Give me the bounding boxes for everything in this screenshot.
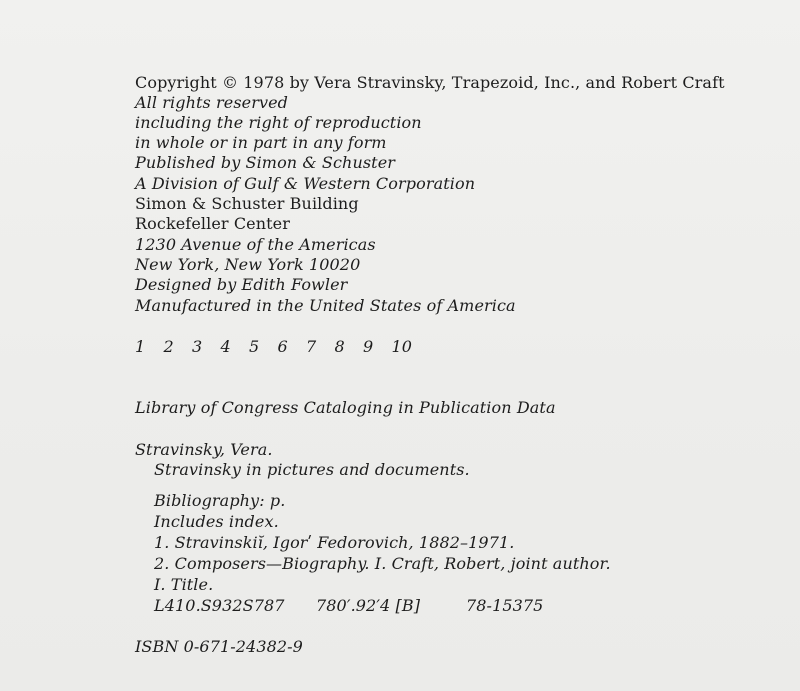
- cip-heading: Library of Congress Cataloging in Publication Data: [135, 398, 556, 417]
- address-line: 1230 Avenue of the Americas: [135, 235, 376, 254]
- cip-title-entry: I. Title.: [154, 575, 214, 594]
- cip-dewey: 780′.92′4 [B]: [316, 596, 421, 615]
- publisher-line: A Division of Gulf & Western Corporation: [135, 174, 476, 193]
- printing-number: 3: [192, 337, 203, 356]
- printing-number: 8: [334, 337, 345, 356]
- printing-number: 4: [220, 337, 231, 356]
- cip-lccn: 78-15375: [466, 596, 544, 615]
- address-line: New York, New York 10020: [135, 255, 361, 274]
- printing-number: 1: [135, 337, 146, 356]
- address-line: Simon & Schuster Building: [135, 194, 359, 213]
- isbn: ISBN 0-671-24382-9: [135, 637, 303, 656]
- publisher-line: Published by Simon & Schuster: [135, 153, 396, 172]
- designer-line: Designed by Edith Fowler: [135, 275, 348, 294]
- printing-number: 5: [249, 337, 260, 356]
- rights-line: including the right of reproduction: [135, 113, 422, 132]
- cip-title: Stravinsky in pictures and documents.: [154, 460, 470, 479]
- cip-subject: 1. Stravinskiĭ, Igorʹ Fedorovich, 1882–1971.: [154, 533, 515, 552]
- copyright-line: Copyright © 1978 by Vera Stravinsky, Trapezoid, Inc., and Robert Craft: [135, 73, 725, 92]
- cip-classification: L410.S932S787: [154, 596, 285, 615]
- printing-number: 9: [363, 337, 374, 356]
- cip-note: Includes index.: [154, 512, 279, 531]
- cip-author: Stravinsky, Vera.: [135, 440, 273, 459]
- rights-line: All rights reserved: [135, 93, 289, 112]
- printing-number: 7: [306, 337, 317, 356]
- address-line: Rockefeller Center: [135, 214, 290, 233]
- printing-numbers: [135, 337, 420, 357]
- manufacture-line: Manufactured in the United States of America: [135, 296, 516, 315]
- cip-subject: 2. Composers—Biography. I. Craft, Robert, joint author.: [154, 554, 611, 573]
- rights-line: in whole or in part in any form: [135, 133, 387, 152]
- printing-number: 10: [391, 337, 413, 356]
- cip-note: Bibliography: p.: [154, 491, 286, 510]
- printing-number: 6: [277, 337, 288, 356]
- printing-number: 2: [163, 337, 174, 356]
